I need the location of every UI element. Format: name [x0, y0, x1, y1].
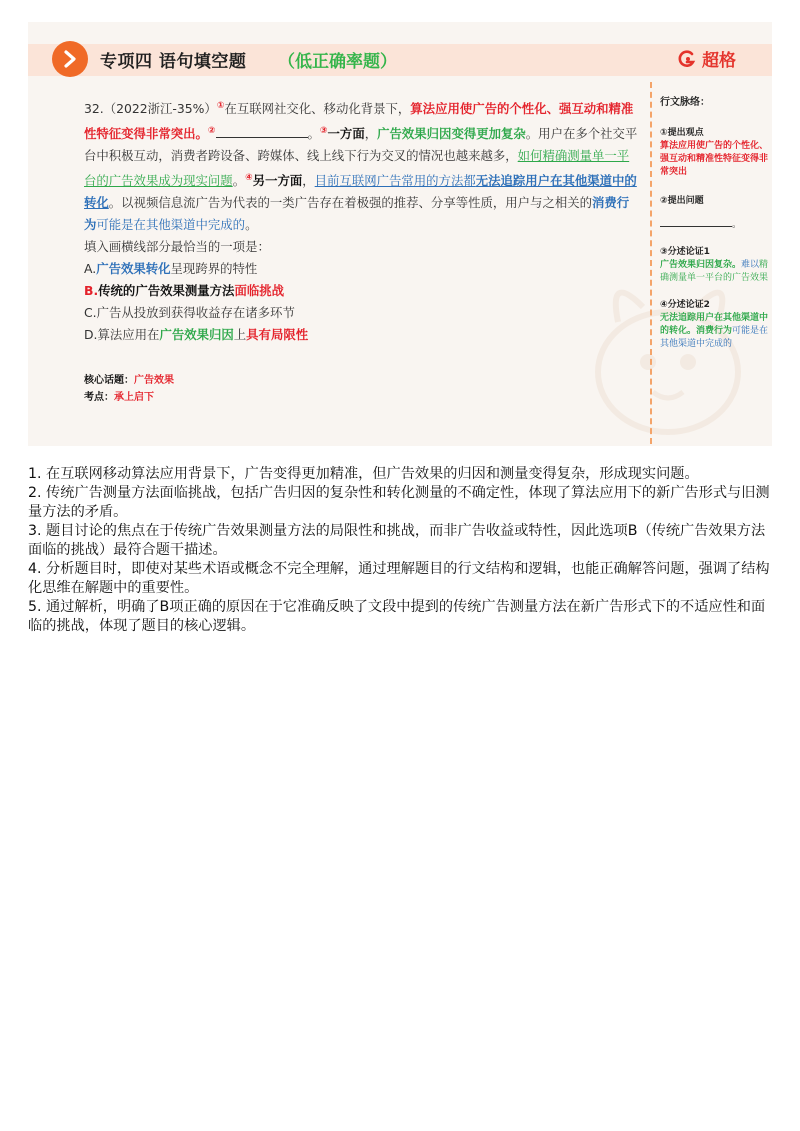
summary-step-1-text: 算法应用使广告的个性化、强互动和精准性特征变得非常突出 — [660, 141, 769, 177]
summary-step-4: ④分述论证2 — [660, 300, 710, 310]
brand-logo — [678, 46, 736, 71]
option-b[interactable]: B.传统的广告效果测量方法面临挑战 — [84, 283, 285, 299]
note-item: 3. 题目讨论的焦点在于传统广告效果测量方法的局限性和挑战，而非广告收益或特性，因此选项B（传统广告效果方法面临的挑战）最符合题干描述。 — [28, 523, 766, 558]
answer-blank — [216, 125, 308, 138]
summary-step-4-text: 无法追踪用户在其他渠道中的转化。消费行为可能是在其他渠道中完成的 — [660, 313, 769, 349]
structure-summary — [660, 96, 772, 351]
question-card — [28, 22, 772, 446]
option-a[interactable]: A.广告效果转化呈现跨界的特性 — [84, 261, 258, 277]
core-info — [84, 372, 174, 406]
option-d[interactable]: D.算法应用在广告效果归因上具有局限性 — [84, 327, 309, 343]
question-prompt: 填入画横线部分最恰当的一项是： — [84, 239, 270, 255]
note-item: 2. 传统广告测量方法面临挑战，包括广告归因的复杂性和转化测量的不确定性，体现了算法应用下的新广告形式与旧测量方法的矛盾。 — [28, 485, 770, 520]
dashed-divider — [650, 82, 652, 444]
argument1-key: 广告效果归因变得更加复杂 — [377, 126, 526, 142]
exam-point: 考点：承上启下 — [84, 392, 154, 403]
argument2-key: 无法追踪用户在其他渠道中的转化 — [84, 173, 637, 211]
argument2-lead: 目前互联网广告常用的方法都 — [314, 173, 476, 189]
brand-name: 超格 — [702, 51, 736, 71]
view-point-text: 算法应用使广告的个性化、强互动和精准性特征变得非常突出 — [84, 101, 634, 142]
note-item: 1. 在互联网移动算法应用背景下，广告变得更加精准，但广告效果的归因和测量变得复杂，形成现实问题。 — [28, 466, 699, 482]
section-header — [28, 22, 772, 88]
question-source: 32.（2022浙江-35%） — [84, 101, 217, 117]
summary-step-3: ③分述论证1 — [660, 247, 710, 257]
argument1-detail: 如何精确测量单一平台的广告效果成为现实问题 — [84, 148, 630, 189]
section-title: 专项四 语句填空题 — [100, 52, 247, 72]
summary-step-2-blank: 。 — [660, 216, 772, 232]
summary-title: 行文脉络： — [660, 97, 710, 108]
core-topic: 核心话题：广告效果 — [84, 375, 174, 386]
section-subtitle: （低正确率题） — [278, 52, 397, 72]
summary-step-3-text: 广告效果归因复杂。难以精确测量单一平台的广告效果 — [660, 260, 769, 283]
option-c[interactable]: C.广告从投放到获得收益存在诸多环节 — [84, 305, 295, 321]
question-body — [84, 95, 640, 346]
question-paragraph: 32.（2022浙江-35%）①在互联网社交化、移动化背景下，算法应用使广告的个性化、强互动和精准性特征变得非常突出。② 。③一方面，广告效果归因变得更加复杂。用户在多个社交平台中积极互动，消费者跨设备、跨媒体、线上线下行为交叉的情况也越来越多，如何精确测量单一平台的广告效果成为现实问题。④另一方面，目前互联网广告常用的方法都无法追踪用户在其他渠道中的转化。以视频信息流广告为代表的一类广告存在着极强的推荐、分享等性质，用户与之相关的消费行为可能是在其他渠道中完成的。 — [84, 101, 638, 233]
analysis-notes — [28, 465, 772, 636]
brand-mark-icon — [678, 50, 696, 68]
summary-step-1: ①提出观点 — [660, 128, 704, 138]
options-list — [84, 258, 640, 346]
note-item: 5. 通过解析，明确了B项正确的原因在于它准确反映了文段中提到的传统广告测量方法在新广告形式下的不适应性和面临的挑战，体现了题目的核心逻辑。 — [28, 599, 766, 634]
note-item: 4. 分析题目时，即使对某些术语或概念不完全理解，通过理解题目的行文结构和逻辑，也能正确解答问题，强调了结构化思维在解题中的重要性。 — [28, 561, 770, 596]
chevron-right-icon — [52, 41, 88, 77]
summary-step-2: ②提出问题 — [660, 196, 704, 206]
